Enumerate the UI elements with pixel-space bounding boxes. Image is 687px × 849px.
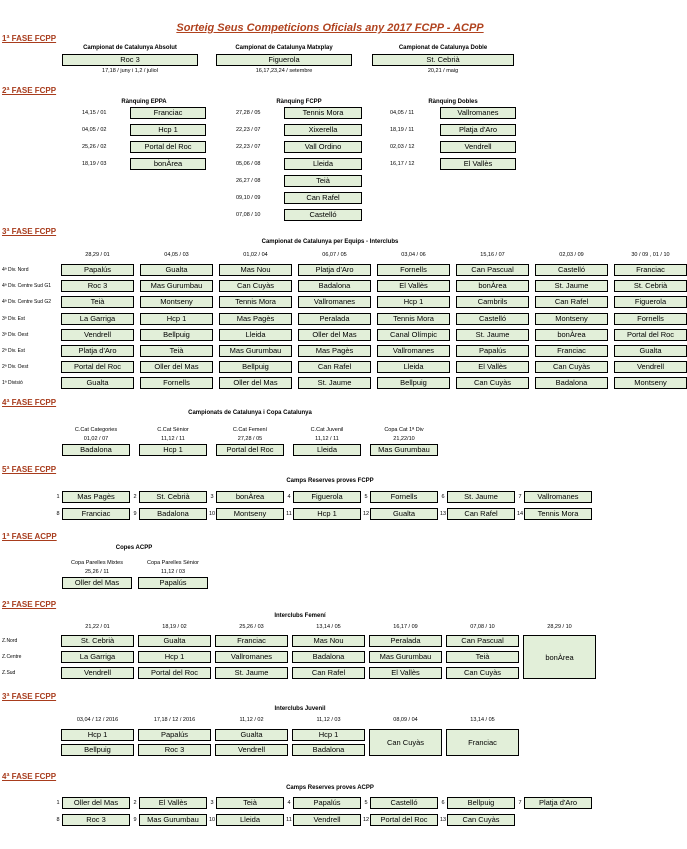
venue-cell: bonÀrea (216, 491, 284, 503)
competition-title: Campionat de Catalunya Doble (398, 45, 488, 51)
final-venue-cell: bonÀrea (523, 635, 596, 679)
venue-cell: Teià (61, 296, 134, 308)
reserve-number: 7 (518, 800, 522, 806)
venue-cell: Badalona (139, 508, 207, 520)
venue-cell: El Vallès (440, 158, 516, 170)
venue-cell: Montseny (216, 508, 284, 520)
venue-cell: Vendrell (61, 329, 134, 341)
venue-cell: Vendrell (293, 814, 361, 826)
cup-title: Copa Parelles Mixtes (71, 560, 123, 566)
section-heading-acpp2: 2ª FASE FCPP (2, 600, 57, 609)
reserve-number: 10 (208, 511, 216, 517)
date-label: 11,12 / 02 (239, 717, 264, 723)
venue-cell: Tennis Mora (377, 313, 450, 325)
reserve-number: 12 (362, 817, 370, 823)
reserve-number: 10 (208, 817, 216, 823)
venue-cell: Papalús (138, 577, 208, 589)
division-label: 2ª Div. Oest (2, 364, 29, 371)
category-title: C.Cat Juvenil (310, 427, 344, 433)
date-label: 04,05 / 02 (82, 127, 107, 133)
date-label: 06,07 / 05 (322, 252, 347, 258)
venue-cell: Hcp 1 (61, 729, 134, 741)
date-label: 11,12 / 11 (315, 436, 339, 442)
date-label: 04,05 / 03 (164, 252, 189, 258)
date-label: 21,22/10 (393, 436, 415, 442)
venue-cell: Badalona (292, 651, 365, 663)
venue-cell: Vallromanes (524, 491, 592, 503)
venue-cell: Platja d'Aro (524, 797, 592, 809)
venue-cell: Badalona (298, 280, 371, 292)
zone-label: Z.Sud (2, 670, 16, 676)
category-title: C.Cat Sènior (157, 427, 189, 433)
date-label: 28,29 / 10 (547, 624, 572, 630)
date-label: 22,23 / 07 (236, 127, 261, 133)
date-label: 02,03 / 09 (559, 252, 584, 258)
venue-cell: Platja d'Aro (61, 345, 134, 357)
date-label: 08,09 / 04 (393, 717, 418, 723)
zone-label: Z.Centre (2, 654, 22, 660)
venue-cell: Mas Pagès (62, 491, 130, 503)
venue-cell: Franciac (535, 345, 608, 357)
merged-venue-cell: Can Cuyàs (369, 729, 442, 756)
venue-cell: Vallromanes (440, 107, 516, 119)
venue-cell: Hcp 1 (140, 313, 213, 325)
venue-cell: Oller del Mas (219, 377, 292, 389)
section-heading-acpp3: 3ª FASE FCPP (2, 692, 57, 701)
venue-cell: El Vallès (377, 280, 450, 292)
venue-cell: Roc 3 (138, 744, 211, 756)
venue-cell: Portal del Roc (216, 444, 284, 456)
reserve-number: 3 (210, 800, 214, 806)
date-label: 27,28 / 05 (236, 110, 261, 116)
venue-cell: Mas Gurumbau (219, 345, 292, 357)
venue-cell: Portal del Roc (614, 329, 687, 341)
date-label: 16,17 / 12 (390, 161, 415, 167)
venue-cell: Oller del Mas (62, 577, 132, 589)
date-label: 25,26 / 03 (239, 624, 264, 630)
venue-cell: Peralada (369, 635, 442, 647)
venue-cell: Teià (284, 175, 362, 187)
venue-cell: Bellpuig (447, 797, 515, 809)
venue-cell: Platja d'Aro (440, 124, 516, 136)
venue-cell: St. Cebrià (372, 54, 514, 66)
merged-venue-cell: Franciac (446, 729, 519, 756)
ranking-title: Rànquing EPPA (121, 99, 167, 105)
venue-cell: Badalona (62, 444, 130, 456)
venue-cell: Portal del Roc (130, 141, 206, 153)
division-label: 3ª Div. Oest (2, 331, 29, 338)
reserve-number: 13 (439, 511, 447, 517)
division-label: 3ª Div. Est (2, 315, 25, 322)
venue-cell: St. Jaume (535, 280, 608, 292)
venue-cell: Oller del Mas (62, 797, 130, 809)
date-label: 17,18 / 12 / 2016 (153, 717, 196, 723)
venue-cell: Vall Ordino (284, 141, 362, 153)
reserve-number: 6 (441, 800, 445, 806)
venue-cell: St. Jaume (298, 377, 371, 389)
venue-cell: St. Jaume (447, 491, 515, 503)
reserve-number: 6 (441, 494, 445, 500)
venue-cell: Gualta (215, 729, 288, 741)
venue-cell: Franciac (130, 107, 206, 119)
date-label: 18,19 / 02 (162, 624, 187, 630)
venue-cell: Canal Olímpic (377, 329, 450, 341)
venue-cell: Lleida (219, 329, 292, 341)
date-label: 17,18 / juny i 1,2 / juliol (102, 68, 158, 74)
date-label: 05,06 / 08 (236, 161, 261, 167)
date-label: 28,29 / 01 (85, 252, 110, 258)
venue-cell: Can Cuyàs (219, 280, 292, 292)
category-title: C.Cat Categories (74, 427, 118, 433)
venue-cell: Papalús (61, 264, 134, 276)
date-label: 02,03 / 12 (390, 144, 415, 150)
section-heading-fase1: 1ª FASE FCPP (2, 34, 57, 43)
division-label: 1ª Divisió (2, 380, 23, 387)
venue-cell: Fornells (140, 377, 213, 389)
date-label: 04,05 / 11 (390, 110, 415, 116)
division-label: 4ª Div. Nord (2, 267, 29, 273)
venue-cell: Can Pascual (456, 264, 529, 276)
reserve-number: 2 (133, 800, 137, 806)
venue-cell: Castelló (370, 797, 438, 809)
venue-cell: Gualta (614, 345, 687, 357)
date-label: 16,17 / 09 (393, 624, 418, 630)
venue-cell: Can Rafel (292, 667, 365, 679)
venue-cell: Can Rafel (447, 508, 515, 520)
reserve-number: 4 (287, 494, 291, 500)
venue-cell: Can Cuyàs (447, 814, 515, 826)
venue-cell: Oller del Mas (298, 329, 371, 341)
venue-cell: Roc 3 (62, 54, 198, 66)
championships-title: Campionats de Catalunya i Copa Catalunya (188, 410, 312, 416)
venue-cell: Lleida (377, 361, 450, 373)
date-label: 07,08 / 10 (236, 212, 261, 218)
reserve-number: 2 (133, 494, 137, 500)
date-label: 15,16 / 07 (480, 252, 505, 258)
reserve-number: 11 (286, 817, 292, 823)
reserve-number: 1 (56, 800, 60, 806)
date-label: 21,22 / 01 (85, 624, 110, 630)
reserve-number: 1 (56, 494, 60, 500)
date-label: 20,21 / maig (427, 68, 459, 74)
venue-cell: Hcp 1 (138, 651, 211, 663)
venue-cell: El Vallès (456, 361, 529, 373)
section-heading-acpp1: 1ª FASE ACPP (2, 532, 57, 541)
venue-cell: Franciac (62, 508, 130, 520)
venue-cell: Can Cuyàs (456, 377, 529, 389)
venue-cell: Mas Pagès (219, 313, 292, 325)
venue-cell: La Garriga (61, 651, 134, 663)
venue-cell: Can Rafel (535, 296, 608, 308)
venue-cell: Vallromanes (215, 651, 288, 663)
venue-cell: Gualta (370, 508, 438, 520)
acpp-reserves-title: Camps Reserves proves ACPP (286, 785, 374, 791)
venue-cell: bonÀrea (130, 158, 206, 170)
division-label: 2ª Div. Est (2, 348, 25, 354)
division-label: 4ª Div. Centre Sud G2 (2, 299, 52, 306)
youth-interclubs-title: Interclubs Juvenil (274, 706, 326, 712)
venue-cell: Hcp 1 (139, 444, 207, 456)
venue-cell: Mas Gurumbau (369, 651, 442, 663)
venue-cell: Badalona (292, 744, 365, 756)
venue-cell: Fornells (614, 313, 687, 325)
venue-cell: Badalona (535, 377, 608, 389)
category-title: Copa Cat 1ª Div (384, 427, 424, 433)
date-label: 25,26 / 02 (82, 144, 107, 150)
venue-cell: Can Rafel (284, 192, 362, 204)
date-label: 25,26 / 11 (84, 569, 110, 575)
venue-cell: Franciac (215, 635, 288, 647)
section-heading-fase5: 5ª FASE FCPP (2, 465, 57, 474)
date-label: 26,27 / 08 (236, 178, 261, 184)
venue-cell: Tennis Mora (219, 296, 292, 308)
venue-cell: Peralada (298, 313, 371, 325)
venue-cell: Vendrell (614, 361, 687, 373)
date-label: 27,28 / 05 (237, 436, 263, 442)
venue-cell: Teià (140, 345, 213, 357)
reserves-title: Camps Reserves proves FCPP (286, 478, 374, 484)
date-label: 13,14 / 05 (470, 717, 495, 723)
venue-cell: St. Cebrià (139, 491, 207, 503)
venue-cell: Bellpuig (219, 361, 292, 373)
venue-cell: Montseny (535, 313, 608, 325)
venue-cell: Gualta (61, 377, 134, 389)
reserve-number: 13 (439, 817, 447, 823)
venue-cell: Figuerola (293, 491, 361, 503)
venue-cell: bonÀrea (535, 329, 608, 341)
venue-cell: Papalús (293, 797, 361, 809)
venue-cell: Platja d'Aro (298, 264, 371, 276)
reserve-number: 9 (133, 817, 137, 823)
ranking-title: Rànquing FCPP (276, 99, 322, 105)
venue-cell: bonÀrea (456, 280, 529, 292)
venue-cell: Xixerella (284, 124, 362, 136)
venue-cell: Lleida (293, 444, 361, 456)
venue-cell: Castelló (535, 264, 608, 276)
date-label: 18,19 / 03 (82, 161, 107, 167)
section-heading-fase2: 2ª FASE FCPP (2, 86, 57, 95)
reserve-number: 5 (364, 800, 368, 806)
venue-cell: Teià (446, 651, 519, 663)
venue-cell: Teià (216, 797, 284, 809)
venue-cell: El Vallès (369, 667, 442, 679)
venue-cell: Vallromanes (298, 296, 371, 308)
cups-title: Copes ACPP (115, 545, 153, 551)
venue-cell: St. Cebrià (61, 635, 134, 647)
reserve-number: 7 (518, 494, 522, 500)
female-interclubs-title: Interclubs Femení (274, 613, 326, 619)
section-heading-fase4: 4ª FASE FCPP (2, 398, 57, 407)
venue-cell: Can Cuyàs (446, 667, 519, 679)
date-label: 11,12 / 03 (316, 717, 341, 723)
venue-cell: Oller del Mas (140, 361, 213, 373)
venue-cell: Fornells (370, 491, 438, 503)
venue-cell: Mas Nou (292, 635, 365, 647)
venue-cell: Franciac (614, 264, 687, 276)
ranking-title: Rànquing Dobles (428, 99, 478, 105)
venue-cell: Lleida (284, 158, 362, 170)
venue-cell: Cambrils (456, 296, 529, 308)
date-label: 11,12 / 03 (160, 569, 186, 575)
date-label: 01,02 / 07 (83, 436, 109, 442)
venue-cell: Hcp 1 (377, 296, 450, 308)
reserve-number: 4 (287, 800, 291, 806)
venue-cell: Can Pascual (446, 635, 519, 647)
venue-cell: Figuerola (216, 54, 352, 66)
venue-cell: Roc 3 (61, 280, 134, 292)
interclubs-title: Campionat de Catalunya per Equips - Interclubs (261, 239, 399, 245)
venue-cell: Vendrell (215, 744, 288, 756)
venue-cell: Portal del Roc (138, 667, 211, 679)
date-label: 22,23 / 07 (236, 144, 261, 150)
venue-cell: Portal del Roc (61, 361, 134, 373)
cup-title: Copa Parelles Sènior (147, 560, 199, 566)
date-label: 01,02 / 04 (243, 252, 268, 258)
venue-cell: Portal del Roc (370, 814, 438, 826)
venue-cell: Figuerola (614, 296, 687, 308)
venue-cell: Mas Pagès (298, 345, 371, 357)
venue-cell: Mas Nou (219, 264, 292, 276)
venue-cell: La Garriga (61, 313, 134, 325)
date-label: 13,14 / 05 (316, 624, 341, 630)
venue-cell: Mas Gurumbau (370, 444, 438, 456)
reserve-number: 9 (133, 511, 137, 517)
date-label: 03,04 / 06 (401, 252, 426, 258)
venue-cell: Mas Gurumbau (139, 814, 207, 826)
venue-cell: Gualta (138, 635, 211, 647)
venue-cell: Bellpuig (140, 329, 213, 341)
venue-cell: Hcp 1 (292, 729, 365, 741)
venue-cell: Lleida (216, 814, 284, 826)
reserve-number: 11 (286, 511, 292, 517)
venue-cell: Vendrell (61, 667, 134, 679)
venue-cell: Bellpuig (377, 377, 450, 389)
date-label: 07,08 / 10 (470, 624, 495, 630)
venue-cell: St. Jaume (215, 667, 288, 679)
reserve-number: 14 (516, 511, 524, 517)
venue-cell: Vallromanes (377, 345, 450, 357)
venue-cell: Montseny (140, 296, 213, 308)
venue-cell: Tennis Mora (524, 508, 592, 520)
date-label: 03,04 / 12 / 2016 (76, 717, 119, 723)
zone-label: Z.Nord (2, 638, 18, 644)
venue-cell: Fornells (377, 264, 450, 276)
venue-cell: Castelló (456, 313, 529, 325)
venue-cell: Roc 3 (62, 814, 130, 826)
venue-cell: Can Cuyàs (535, 361, 608, 373)
venue-cell: Hcp 1 (130, 124, 206, 136)
venue-cell: Can Rafel (298, 361, 371, 373)
reserve-number: 8 (56, 511, 60, 517)
venue-cell: Bellpuig (61, 744, 134, 756)
venue-cell: St. Jaume (456, 329, 529, 341)
venue-cell: El Vallès (139, 797, 207, 809)
category-title: C.Cat Femení (232, 427, 268, 433)
competition-title: Campionat de Catalunya Absolut (83, 45, 177, 51)
section-heading-fase3: 3ª FASE FCPP (2, 227, 57, 236)
page-title: Sorteig Seus Competicions Oficials any 2017 FCPP - ACPP (176, 22, 484, 34)
division-label: 4ª Div. Centre Sud G1 (2, 283, 52, 290)
reserve-number: 3 (210, 494, 214, 500)
date-label: 14,15 / 01 (82, 110, 107, 116)
date-label: 11,12 / 11 (161, 436, 185, 442)
date-label: 16,17,23,24 / setembre (255, 68, 313, 74)
date-label: 09,10 / 09 (236, 195, 261, 201)
venue-cell: Castelló (284, 209, 362, 221)
reserve-number: 8 (56, 817, 60, 823)
date-label: 18,19 / 11 (390, 127, 415, 133)
competition-title: Campionat de Catalunya Matxplay (235, 45, 333, 51)
venue-cell: Papalús (456, 345, 529, 357)
venue-cell: Vendrell (440, 141, 516, 153)
venue-cell: Montseny (614, 377, 687, 389)
reserve-number: 12 (362, 511, 370, 517)
venue-cell: St. Cebrià (614, 280, 687, 292)
date-label: 30 / 09 , 01 / 10 (631, 252, 670, 258)
section-heading-acpp4: 4ª FASE FCPP (2, 772, 57, 781)
venue-cell: Mas Gurumbau (140, 280, 213, 292)
venue-cell: Papalús (138, 729, 211, 741)
venue-cell: Tennis Mora (284, 107, 362, 119)
reserve-number: 5 (364, 494, 368, 500)
venue-cell: Gualta (140, 264, 213, 276)
venue-cell: Hcp 1 (293, 508, 361, 520)
